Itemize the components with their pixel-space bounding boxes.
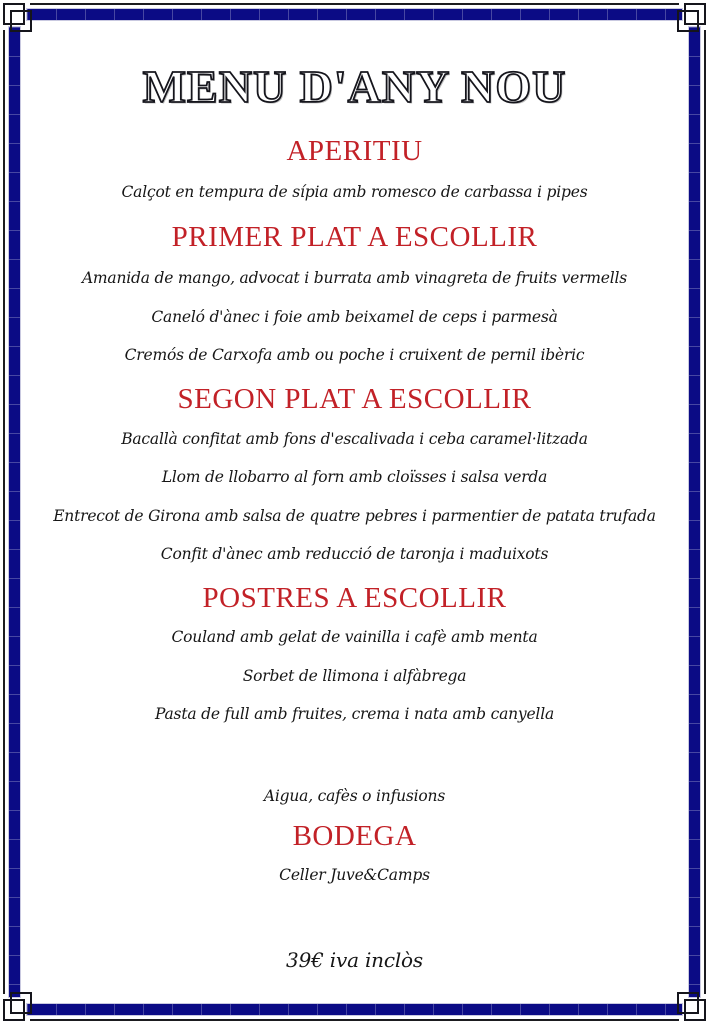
corner-ornament-icon [3, 3, 25, 25]
menu-item: Calçot en tempura de sípia amb romesco de carbassa i pipes [121, 183, 588, 201]
price-note: 39€ iva inclòs [286, 948, 423, 972]
menu-item: Llom de llobarro al forn amb cloïsses i salsa verda [161, 468, 548, 486]
corner-ornament-icon [10, 10, 32, 32]
section-heading-aperitiu: APERITIU [286, 135, 423, 167]
section-heading-postres: POSTRES A ESCOLLIR [202, 582, 507, 614]
menu-page [30, 24, 679, 1000]
section-heading-bodega: BODEGA [292, 820, 417, 852]
menu-item: Cremós de Carxofa amb ou poche i cruixent de pernil ibèric [124, 346, 585, 364]
winery-note: Celler Juve&Camps [279, 866, 430, 884]
border-band-left [8, 26, 21, 998]
menu-item: Bacallà confitat amb fons d'escalivada i ceba caramel·litzada [121, 430, 588, 448]
menu-item: Amanida de mango, advocat i burrata amb vinagreta de fruits vermells [81, 269, 628, 287]
border-band-bottom [26, 1003, 683, 1016]
menu-item: Confit d'ànec amb reducció de taronja i maduixots [160, 545, 549, 563]
corner-ornament-icon [677, 10, 699, 32]
corner-ornament-icon [684, 3, 706, 25]
border-hairline-left [3, 30, 5, 994]
corner-ornament-icon [684, 999, 706, 1021]
border-hairline-right [704, 30, 706, 994]
corner-ornament-icon [10, 992, 32, 1014]
border-band-right [688, 26, 701, 998]
menu-item: Caneló d'ànec i foie amb beixamel de ceps i parmesà [151, 308, 558, 326]
menu-item: Entrecot de Girona amb salsa de quatre pebres i parmentier de patata trufada [53, 507, 656, 525]
menu-item: Sorbet de llimona i alfàbrega [242, 667, 467, 685]
section-heading-primer-plat: PRIMER PLAT A ESCOLLIR [171, 221, 538, 253]
corner-ornament-icon [677, 992, 699, 1014]
section-heading-segon-plat: SEGON PLAT A ESCOLLIR [177, 383, 532, 415]
menu-item: Pasta de full amb fruites, crema i nata amb canyella [154, 705, 554, 723]
drinks-note: Aigua, cafès o infusions [263, 787, 446, 805]
border-band-top [26, 8, 683, 21]
corner-ornament-icon [3, 999, 25, 1021]
border-hairline-top [30, 3, 679, 5]
border-hairline-bottom [30, 1019, 679, 1021]
page-title: MENU D'ANY NOU [142, 61, 567, 112]
menu-item: Couland amb gelat de vainilla i cafè amb menta [171, 628, 538, 646]
